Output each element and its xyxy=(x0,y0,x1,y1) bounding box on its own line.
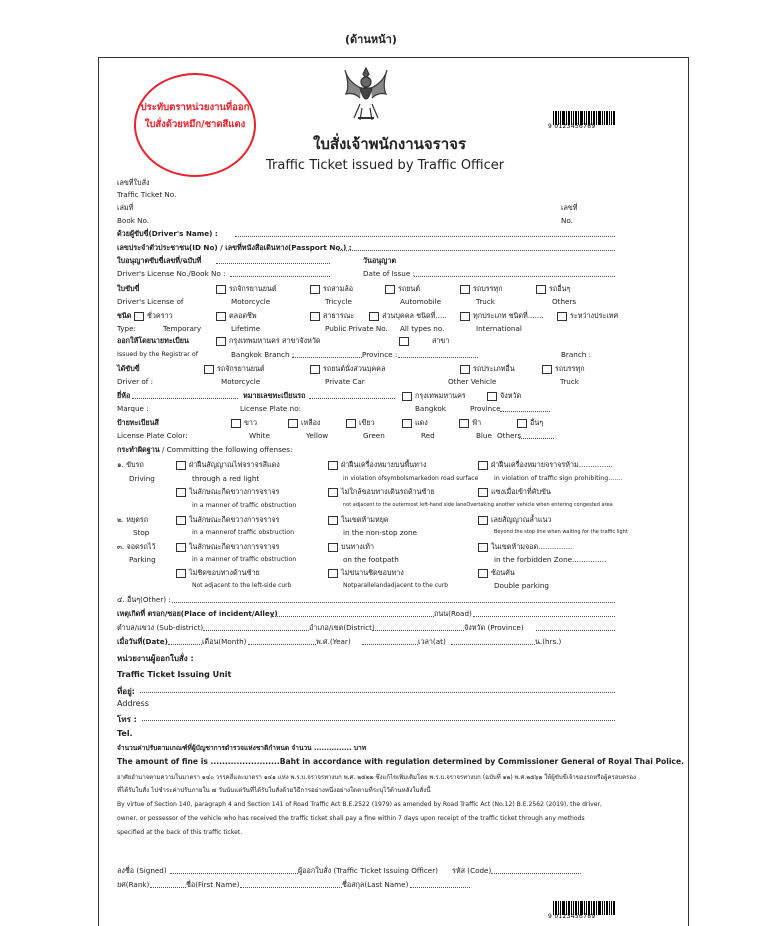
kind-th: ชนิด xyxy=(117,311,132,320)
signed-label: ลงชื่อ (Signed) xyxy=(117,866,167,875)
checkbox[interactable] xyxy=(478,488,488,497)
checkbox[interactable] xyxy=(216,285,226,294)
offense-stop-obstruction[interactable]: ในลักษณะกีดขวางการจราจร xyxy=(176,515,279,525)
month-label: เดือน(Month) xyxy=(202,637,247,646)
checkbox[interactable] xyxy=(176,543,186,552)
stamp-line-1: ประทับตราหน่วยงานที่ออก xyxy=(140,102,250,113)
unit-en-label: Traffic Ticket Issuing Unit xyxy=(117,670,232,679)
barcode-top xyxy=(553,105,616,125)
color-red[interactable]: แดง xyxy=(402,418,428,428)
no-th: เลขที่ xyxy=(561,203,578,212)
license-th-label: ใบอนุญาตขับขี่เลขที่/ฉบับที่ xyxy=(117,256,202,265)
offense-stop-obstruction-en: in a mannerof traffic obstruction xyxy=(192,529,295,536)
barcode-bottom xyxy=(553,895,616,915)
kind-public[interactable]: สาธารณะ xyxy=(310,311,354,321)
license-no-field[interactable] xyxy=(216,256,330,264)
law-th-2: ที่ได้รับใบสั่ง ไปชำระค่าปรับภายใน ๗ วันนับแต่วันที่ได้รับใบสั่งด้วยวิธีการอย่างหนึ่งอย่างใดตามที่ระบุไว้ด้านหลังใบสั่งนี้ xyxy=(117,787,431,794)
checkbox[interactable] xyxy=(176,516,186,525)
first-name-field[interactable] xyxy=(240,880,342,888)
checkbox[interactable] xyxy=(231,419,241,428)
code-label: รหัส (Code) xyxy=(452,866,492,875)
vehicle-truck-en: Truck xyxy=(560,377,579,386)
checkbox[interactable] xyxy=(460,312,470,321)
address-en-label: Address xyxy=(117,699,149,708)
vehicle-private-car[interactable]: รถยนต์นั่งส่วนบุคคล xyxy=(310,364,385,374)
license-type-truck-en: Truck xyxy=(476,297,495,306)
kind-all-types[interactable]: ทุกประเภท ชนิดที่....... xyxy=(460,311,544,321)
color-yellow[interactable]: เหลือง xyxy=(288,418,320,428)
license-type-automobile-en: Automobile xyxy=(400,297,442,306)
last-name-field[interactable] xyxy=(410,880,470,888)
vehicle-private-car-en: Private Car xyxy=(325,377,365,386)
offense-road-marking-en: in violation ofsymbolsmarkedon road surface xyxy=(343,475,479,482)
license-type-motorcycle[interactable]: รถจักรยานยนต์ xyxy=(216,284,277,294)
checkbox[interactable] xyxy=(328,543,338,552)
plate-en: License Plate no: xyxy=(240,404,302,413)
checkbox[interactable] xyxy=(216,337,226,346)
signed-field[interactable] xyxy=(170,866,298,874)
checkbox[interactable] xyxy=(328,461,338,470)
tel-th-label: โทร : xyxy=(117,715,137,724)
title-english: Traffic Ticket issued by Traffic Officer xyxy=(266,158,505,173)
date-label: เมื่อวันที่(Date) xyxy=(117,637,168,646)
kind-international[interactable]: ระหว่างประเทศ xyxy=(557,311,618,321)
checkbox[interactable] xyxy=(346,419,356,428)
offense-park-th: ๓. จอดรถไว้ xyxy=(117,542,156,551)
offense-traffic-sign-en: in violation of traffic sign prohibiting....... xyxy=(494,475,623,482)
color-blue-en: Blue xyxy=(476,431,492,440)
plate-province-en: Province xyxy=(470,404,501,413)
checkbox[interactable] xyxy=(369,312,379,321)
kind-temporary-en: Temporary xyxy=(163,324,202,333)
tel-en-label: Tel. xyxy=(117,729,133,738)
kind-public-en: Public Private No. xyxy=(325,324,388,333)
license-type-truck[interactable]: รถบรรทุก xyxy=(460,284,503,294)
offense-double-parking[interactable]: ซ้อนคัน xyxy=(478,568,515,578)
rank-label: ยศ(Rank) xyxy=(117,880,150,889)
checkbox[interactable] xyxy=(402,419,412,428)
unit-th-label: หน่วยงานผู้ออกใบสั่ง : xyxy=(117,654,194,663)
time-label: เวลา(at) xyxy=(418,637,446,646)
color-green-en: Green xyxy=(363,431,385,440)
issuer-label: ผู้ออกใบสั่ง (Traffic Ticket Issuing Officer) xyxy=(298,866,438,875)
checkbox[interactable] xyxy=(399,337,409,346)
kind-lifetime[interactable]: ตลอดชีพ xyxy=(216,311,257,321)
issuer-stamp-circle xyxy=(134,73,256,177)
place-alley-field[interactable] xyxy=(272,609,434,617)
color-others-en: Others xyxy=(497,431,522,440)
offense-heading: กระทำผิดฐาน / Committing the following offenses: xyxy=(117,445,293,454)
issue-date-field[interactable] xyxy=(414,269,615,277)
code-field[interactable] xyxy=(491,866,581,874)
plate-color-en: License Plate Color: xyxy=(117,431,188,440)
offense-forbidden-zone[interactable]: ในเขตห้ามจอด............... xyxy=(478,542,572,552)
kind-en: Type: xyxy=(117,324,136,333)
garuda-emblem-icon xyxy=(342,64,390,124)
license-type-motorcycle-en: Motorcycle xyxy=(231,297,271,306)
checkbox[interactable] xyxy=(176,461,186,470)
marque-th: ยี่ห้อ xyxy=(117,391,131,400)
checkbox[interactable] xyxy=(542,365,552,374)
place-road-field[interactable] xyxy=(473,609,615,617)
offense-traffic-sign[interactable]: ฝ่าฝืนเครื่องหมายจราจรห้าม............... xyxy=(478,460,613,470)
license-type-tricycle[interactable]: รถสามล้อ xyxy=(310,284,353,294)
law-en-1: By virtue of Section 140, paragraph 4 and Section 141 of Road Traffic Act B.E.2522 (1979) as amended by Road Traffic Act (No.12) B.E.2562 (2019), the driver, xyxy=(117,801,602,808)
rank-field[interactable] xyxy=(150,880,186,888)
checkbox[interactable] xyxy=(328,569,338,578)
license-en-label: Driver's License No./Book No : xyxy=(117,269,226,278)
offense-driving-th: ๑. ขับรถ xyxy=(117,460,144,469)
barcode-bottom-number: 9 0123456789 xyxy=(548,913,596,920)
place-subdistrict-field[interactable] xyxy=(203,623,309,631)
branch-field[interactable] xyxy=(292,350,362,358)
driver-name-label: ด้วยผู้ขับขี่(Driver's Name) : xyxy=(117,229,218,238)
offense-stop-line-en: Beyond the stop line when waiting for the traffic light xyxy=(494,529,628,535)
checkbox[interactable] xyxy=(288,419,298,428)
registrar-branch-en: Bangkok Branch : xyxy=(231,350,295,359)
offense-other-field[interactable] xyxy=(172,595,615,603)
vehicle-motorcycle-en: Motorcycle xyxy=(221,377,261,386)
vehicle-motorcycle[interactable]: รถจักรยานยนต์ xyxy=(204,364,265,374)
checkbox[interactable] xyxy=(328,516,338,525)
checkbox[interactable] xyxy=(536,285,546,294)
no-en: No. xyxy=(561,216,573,225)
place-province-label: จังหวัด (Province) xyxy=(464,623,524,632)
offense-non-stop-zone[interactable]: ในเขตห้ามหยุด xyxy=(328,515,389,525)
registrar-branch2-en: Branch : xyxy=(561,350,592,359)
kind-temporary[interactable]: ชั่วคราว xyxy=(134,311,173,321)
color-yellow-en: Yellow xyxy=(306,431,329,440)
plate-bangkok-en: Bangkok xyxy=(415,404,446,413)
id-no-field[interactable] xyxy=(338,243,615,251)
month-field[interactable] xyxy=(248,637,316,645)
checkbox[interactable] xyxy=(328,488,338,497)
offense-not-parallel[interactable]: ไม่ขนานชิดขอบทาง xyxy=(328,568,404,578)
checkbox[interactable] xyxy=(517,419,527,428)
offense-stop-th: ๒. หยุดรถ xyxy=(117,515,149,524)
checkbox[interactable] xyxy=(310,312,320,321)
kind-private[interactable]: ส่วนบุคคล ชนิดที่..... xyxy=(369,311,447,321)
offense-road-marking[interactable]: ฝ่าฝืนเครื่องหมายบนพื้นทาง xyxy=(328,460,426,470)
place-subdistrict-label: ตำบล/แขวง (Sub-district) xyxy=(117,623,204,632)
address-th-label: ที่อยู่: xyxy=(117,687,135,696)
checkbox[interactable] xyxy=(459,419,469,428)
plate-field[interactable] xyxy=(309,391,395,399)
color-white-en: White xyxy=(249,431,270,440)
checkbox[interactable] xyxy=(310,365,320,374)
offense-park-obstruction[interactable]: ในลักษณะกีดขวางการจราจร xyxy=(176,542,279,552)
offense-left-curb[interactable]: ไม่ชิดขอบทางด้านซ้าย xyxy=(176,568,260,578)
law-en-3: specified at the back of this traffic ticket. xyxy=(117,829,243,836)
driver-of-en: Driver of : xyxy=(117,377,154,386)
offense-red-light-en: through a red light xyxy=(192,474,260,483)
province-field[interactable] xyxy=(398,350,478,358)
checkbox[interactable] xyxy=(460,285,470,294)
place-alley-label: เหตุเกิดที่ ตรอก/ซอย(Place of incident/Alley) xyxy=(117,609,278,618)
ticket-no-en: Traffic Ticket No. xyxy=(117,190,177,199)
checkbox[interactable] xyxy=(478,461,488,470)
vehicle-other-en: Other Vehicle xyxy=(448,377,497,386)
license-en-field[interactable] xyxy=(230,269,330,277)
offense-overtaking[interactable]: แซงเมื่อเข้าที่คับขัน xyxy=(478,487,551,497)
registrar-th: ออกให้โดยนายทะเบียน xyxy=(117,336,189,345)
marque-field[interactable] xyxy=(132,391,238,399)
law-en-2: owner, or possessor of the vehicle who has received the traffic ticket shall pay a fine within 7 days upon receipt of the traffic ticket through any methods xyxy=(117,815,585,822)
fine-en: The amount of fine is ........................Baht in accordance with regulation determined by Commissioner General of Royal Thai Police. xyxy=(117,757,684,766)
registrar-bangkok[interactable]: กรุงเทพมหานคร สาขาจังหวัด xyxy=(216,336,321,346)
offense-stop-line[interactable]: เลยสัญญาณล้ำแนว xyxy=(478,515,551,525)
driver-name-field[interactable] xyxy=(235,229,615,237)
book-no-th: เล่มที่ xyxy=(117,203,134,212)
offense-left-curb-en: Not adjacent to the left-side curb xyxy=(192,582,292,589)
registrar-province-en: Province : xyxy=(362,350,398,359)
offense-park-obstruction-en: in a manner of traffic obstruction xyxy=(192,556,297,563)
license-type-en: Driver's License of xyxy=(117,297,184,306)
tel-field[interactable] xyxy=(142,713,615,721)
year-field[interactable] xyxy=(362,637,418,645)
place-district-label: อำเภอ/เขต(District) xyxy=(309,623,375,632)
plate-province[interactable]: จังหวัด xyxy=(487,391,521,401)
color-blue[interactable]: ฟ้า xyxy=(459,418,481,428)
checkbox[interactable] xyxy=(176,569,186,578)
registrar-en: Issued by the Registrar of xyxy=(117,351,198,358)
checkbox[interactable] xyxy=(478,543,488,552)
checkbox[interactable] xyxy=(460,365,470,374)
color-others[interactable]: อื่นๆ xyxy=(517,418,543,428)
barcode-top-number: 9 0123456789 xyxy=(548,123,596,130)
checkbox[interactable] xyxy=(478,516,488,525)
fine-th: จำนวนค่าปรับตามเกณฑ์ที่ผู้บัญชาการตำรวจแห่งชาติกำหนด จำนวน ............... บาท xyxy=(117,744,367,752)
kind-lifetime-en: Lifetime xyxy=(231,324,261,333)
license-type-tricycle-en: Tricycle xyxy=(325,297,352,306)
registrar-branch[interactable]: สาขา xyxy=(399,336,449,346)
checkbox[interactable] xyxy=(176,488,186,497)
place-road-label: ถนน(Road) xyxy=(434,609,472,618)
plate-color-th: ป้ายทะเบียนสี xyxy=(117,418,159,427)
place-province-field[interactable] xyxy=(536,623,615,631)
plate-th: หมายเลขทะเบียนรถ xyxy=(243,391,306,400)
offense-double-parking-en: Double parking xyxy=(494,581,549,590)
book-no-en: Book No. xyxy=(117,216,150,225)
last-name-label: ชื่อสกุล(Last Name) xyxy=(342,880,409,889)
vehicle-other[interactable]: รถประเภทอื่น xyxy=(460,364,515,374)
offense-footpath-en: on the footpath xyxy=(343,555,399,564)
checkbox[interactable] xyxy=(478,569,488,578)
kind-all-types-en: International xyxy=(476,324,522,333)
hrs-label: น.(hrs.) xyxy=(535,637,562,646)
kind-private-en: All types no. xyxy=(400,324,445,333)
date-field[interactable] xyxy=(168,637,202,645)
color-others-field[interactable] xyxy=(519,431,554,439)
color-red-en: Red xyxy=(421,431,435,440)
first-name-label: ชื่อ(First Name) xyxy=(186,880,240,889)
marque-en: Marque : xyxy=(117,404,149,413)
plate-bangkok[interactable]: กรุงเทพมหานคร xyxy=(402,391,466,401)
offense-other-label: ๔. อื่นๆ(Other) : xyxy=(117,595,171,604)
license-type-th: ใบขับขี่ xyxy=(117,284,140,293)
checkbox[interactable] xyxy=(310,285,320,294)
id-no-label: เลขประจำตัวประชาชน(ID No) / เลขที่หนังสือเดินทาง(Passport No.) : xyxy=(117,243,352,252)
time-field[interactable] xyxy=(451,637,535,645)
checkbox[interactable] xyxy=(134,312,144,321)
offense-footpath[interactable]: บนทางเท้า xyxy=(328,542,374,552)
offense-left-lane-en: not adjacent to the outermost left-hand side laneOvertaking another vehicle when entering congested area xyxy=(343,502,613,508)
checkbox[interactable] xyxy=(402,392,412,401)
law-th-1: อาศัยอำนาจตามความในมาตรา ๑๔๐ วรรคสี่และมาตรา ๑๔๑ แห่ง พ.ร.บ.จราจรทางบก พ.ศ. ๒๕๒๒ ซึ่งแก้ไขเพิ่มเติมโดย พ.ร.บ.จราจรทางบก (ฉบับที่ ๑๒) พ.ศ.๒๕๖๒ ให้ผู้ขับขี่เจ้าของรถหรือผู้ครอบครอง xyxy=(117,774,636,781)
license-type-others-en: Others xyxy=(552,297,577,306)
address-field[interactable] xyxy=(140,685,615,693)
year-label: พ.ศ.(Year) xyxy=(316,637,351,646)
offense-obstruction[interactable]: ในลักษณะกีดขวางการจราจร xyxy=(176,487,279,497)
offense-stop-en: Stop xyxy=(133,528,150,537)
issue-date-en-label: Date of Issue : xyxy=(363,269,415,278)
color-white[interactable]: ขาว xyxy=(231,418,257,428)
place-district-field[interactable] xyxy=(372,623,464,631)
offense-obstruction-en: in a manner of traffic obstruction xyxy=(192,502,297,509)
plate-province-field[interactable] xyxy=(500,404,550,412)
checkbox[interactable] xyxy=(216,312,226,321)
offense-not-parallel-en: Notparallelandadjacent to the curb xyxy=(343,582,449,589)
checkbox[interactable] xyxy=(204,365,214,374)
offense-forbidden-zone-en: in the forbidden Zone............... xyxy=(494,555,607,564)
color-green[interactable]: เขียว xyxy=(346,418,375,428)
stamp-line-2: ใบสั่งด้วยหมึก/ชาดสีแดง xyxy=(144,119,246,130)
title-thai: ใบสั่งเจ้าพนักงานจราจร xyxy=(313,135,467,153)
license-type-automobile[interactable]: รถยนต์ xyxy=(385,284,420,294)
checkbox[interactable] xyxy=(557,312,567,321)
ticket-no-th: เลขที่ใบสั่ง xyxy=(117,178,150,187)
driver-of-th: ได้ขับขี่ xyxy=(117,364,140,373)
offense-left-lane[interactable]: ไม่ใกล้ขอบทางเดินรถด้านซ้าย xyxy=(328,487,435,497)
offense-driving-en: Driving xyxy=(129,474,155,483)
page-side-label: (ด้านหน้า) xyxy=(345,33,397,46)
issue-date-th-label: วันอนุญาต xyxy=(363,256,397,265)
offense-park-en: Parking xyxy=(129,555,156,564)
offense-red-light[interactable]: ฝ่าฝืนสัญญาณไฟจราจรสีแดง xyxy=(176,460,280,470)
checkbox[interactable] xyxy=(385,285,395,294)
offense-non-stop-zone-en: in the non-stop zone xyxy=(343,528,417,537)
license-type-others[interactable]: รถอื่นๆ xyxy=(536,284,570,294)
vehicle-truck[interactable]: รถบรรทุก xyxy=(542,364,585,374)
checkbox[interactable] xyxy=(487,392,497,401)
